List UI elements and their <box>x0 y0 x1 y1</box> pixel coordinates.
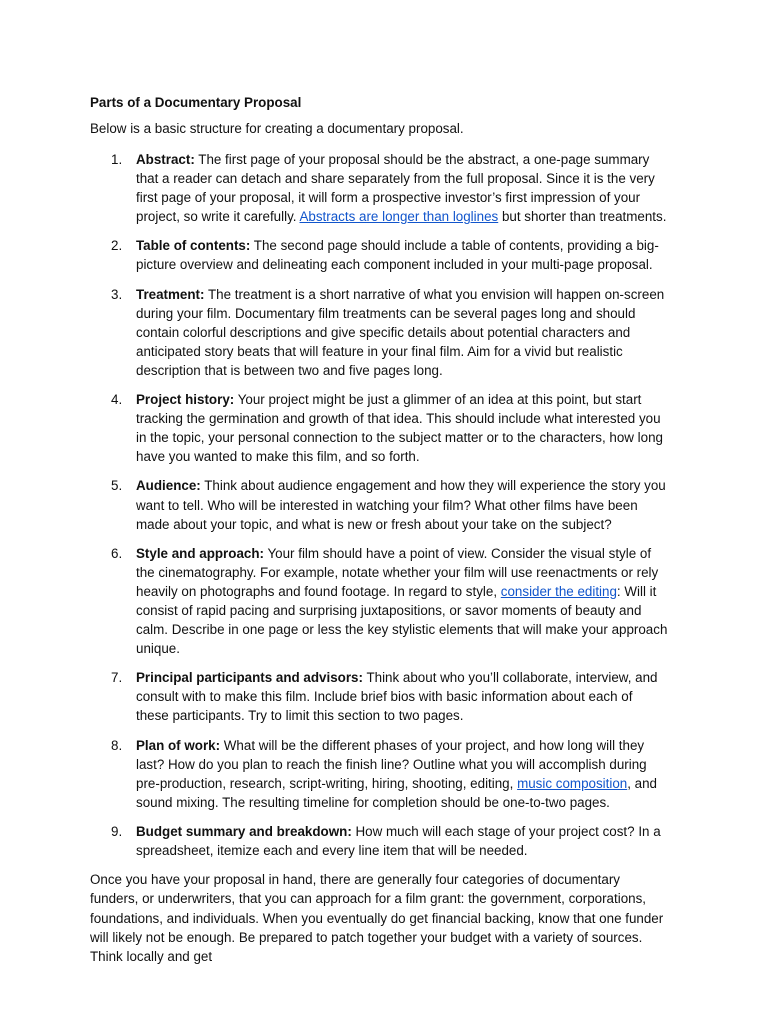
item-number: 5. <box>111 478 123 494</box>
item-text: The second page should include a table of contents, providing a big-picture overview and delineating each component included in your multi-page proposal. <box>136 238 659 273</box>
item-term: Treatment: <box>136 286 205 302</box>
list-item <box>90 544 668 659</box>
item-number: 2. <box>111 238 123 254</box>
item-text-after: : Will it consist of rapid pacing and surprising juxtapositions, or savor moments of beauty and calm. Describe in one page or less the key stylistic elements that will make your approach unique. <box>136 583 668 657</box>
item-term: Principal participants and advisors: <box>136 670 363 686</box>
abstracts-link[interactable]: Abstracts are longer than loglines <box>299 209 499 225</box>
list-item <box>90 285 668 380</box>
list-item <box>90 236 668 274</box>
item-number: 6. <box>111 545 123 561</box>
item-number: 9. <box>111 823 123 839</box>
list-item <box>90 476 668 533</box>
item-term: Project history: <box>136 392 235 408</box>
proposal-parts-list <box>90 150 668 860</box>
list-item <box>90 736 668 812</box>
list-item <box>90 390 668 466</box>
item-text: Think about who you’ll collaborate, interview, and consult with to make this film. Include brief bios with basic information about each of these participants. Try to limit this section to two pages. <box>136 670 658 724</box>
page-title: Parts of a Documentary Proposal <box>90 95 302 110</box>
item-number: 3. <box>111 286 123 302</box>
editing-link[interactable]: consider the editing <box>500 583 617 599</box>
item-number: 8. <box>111 737 123 753</box>
item-term: Abstract: <box>136 152 195 167</box>
item-text: Think about audience engagement and how they will experience the story you want to tell. Who will be interested in watching your film? What other films have been made about your topic, and what is new or fresh about your take on the subject? <box>136 478 666 532</box>
item-number: 4. <box>111 392 123 408</box>
item-number: 7. <box>111 670 123 686</box>
item-text: The treatment is a short narrative of what you envision will happen on-screen during your film. Documentary film treatments can be several pages long and should contain colorful descriptions and give specific details about potential characters and anticipated story beats that will feature in your final film. Aim for a vivid but realistic description that is between two and five pages long. <box>136 286 665 378</box>
item-text: What will be the different phases of your project, and how long will they last? How do you plan to reach the finish line? Outline what you will accomplish during pre-production, research, script-writing, hiring, shooting, editing, <box>136 737 647 791</box>
item-text-after: , and sound mixing. The resulting timeline for completion should be one-to-two pages. <box>136 775 658 810</box>
item-text: How much will each stage of your project cost? In a spreadsheet, itemize each and every line item that will be needed. <box>136 823 661 858</box>
item-term: Plan of work: <box>136 737 221 753</box>
item-text-after: but shorter than treatments. <box>498 209 667 225</box>
item-number: 1. <box>111 152 123 167</box>
list-item <box>90 150 668 226</box>
list-item <box>90 668 668 725</box>
list-item <box>90 822 668 860</box>
item-text: The first page of your proposal should be the abstract, a one-page summary that a reader can detach and share separately from the full proposal. Since it is the very first page of your proposal, it will form a prospective investor’s first impression of your project, so write it carefully. <box>136 152 655 225</box>
item-text: Your project might be just a glimmer of an idea at this point, but start tracking the germination and growth of that idea. This should include what interested you in the topic, your personal connection to the subject matter or to the characters, how long have you wanted to make this film, and so forth. <box>136 392 663 465</box>
intro-paragraph: Below is a basic structure for creating a documentary proposal. <box>90 121 464 136</box>
item-text: Your film should have a point of view. Consider the visual style of the cinematography. For example, notate whether your film will use reenactments or rely heavily on photographs and found footage. In regard to style, <box>136 545 659 599</box>
item-term: Style and approach: <box>136 545 264 561</box>
item-term: Budget summary and breakdown: <box>136 823 352 839</box>
closing-paragraph: Once you have your proposal in hand, there are generally four categories of documentary funders, or underwriters, that you can approach for a film grant: the government, corporations, foundations, and individuals. When you eventually do get financial backing, know that one funder will likely not be enough. Be prepared to patch together your budget with a variety of sources. Think locally and get <box>90 872 664 964</box>
item-term: Audience: <box>136 478 201 494</box>
music-composition-link[interactable]: music composition <box>517 775 628 791</box>
item-term: Table of contents: <box>136 238 251 254</box>
